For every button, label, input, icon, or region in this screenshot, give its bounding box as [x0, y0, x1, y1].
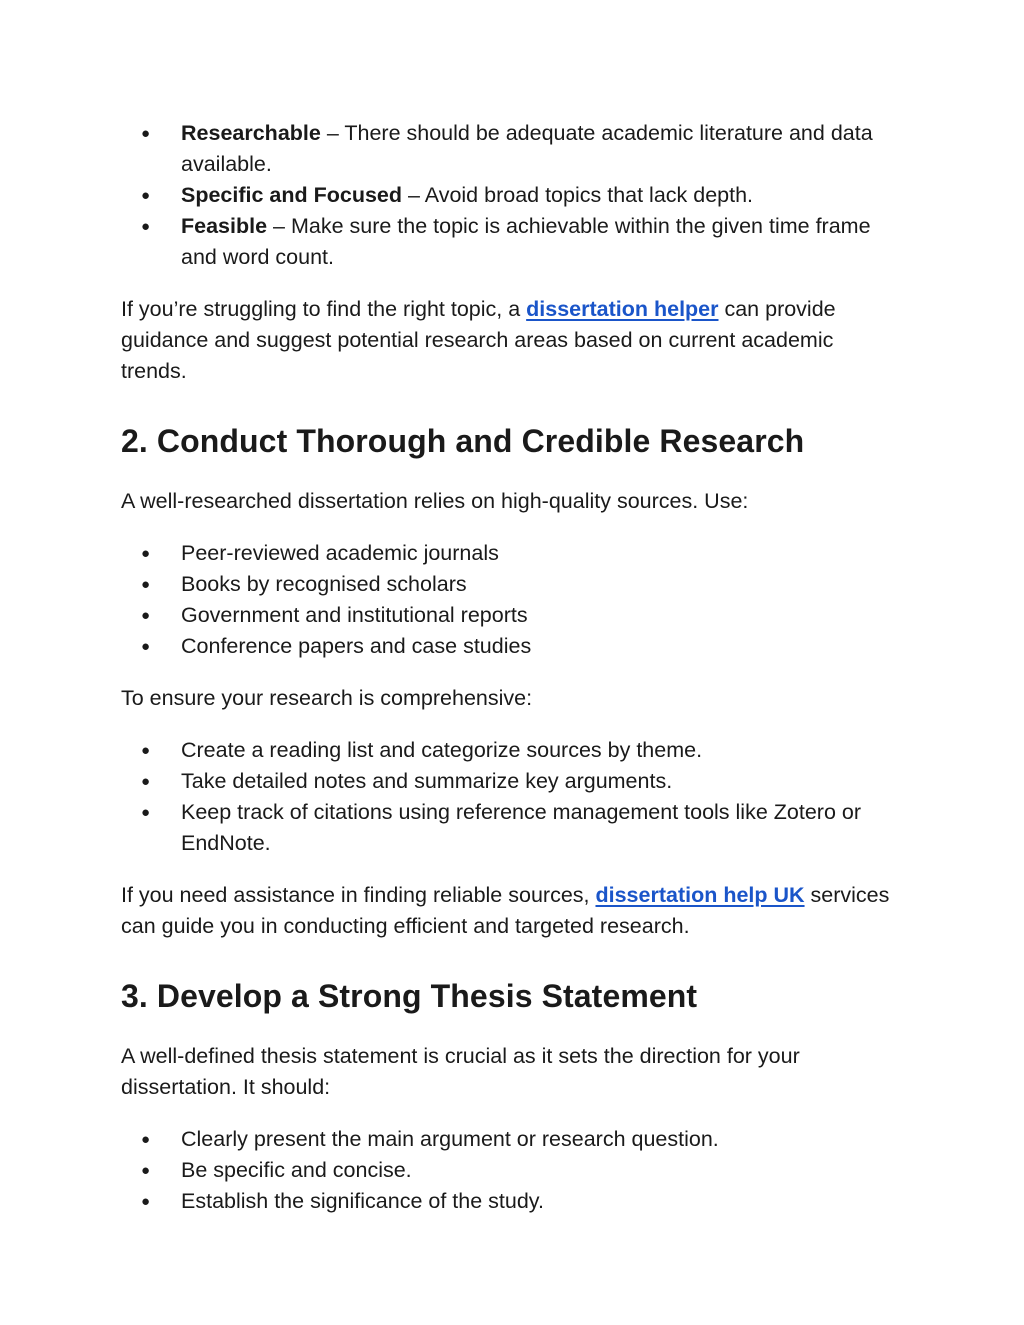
list-item-text: Take detailed notes and summarize key arguments. [181, 769, 673, 793]
list-item-term: Researchable [181, 121, 321, 145]
paragraph-text: can provide guidance and suggest potential research areas based on current academic trends. [121, 297, 836, 383]
bullet-icon: ● [141, 773, 151, 790]
list-item-text: Peer-reviewed academic journals [181, 541, 499, 565]
bullet-icon: ● [141, 1162, 151, 1179]
list-item-text: Books by recognised scholars [181, 572, 467, 596]
list-item [121, 735, 904, 766]
list-item [121, 1155, 904, 1186]
list-item [121, 118, 904, 180]
paragraph-text: If you need assistance in finding reliable sources, [121, 883, 596, 907]
section-3-heading: 3. Develop a Strong Thesis Statement [121, 978, 698, 1014]
paragraph-text: services can guide you in conducting efficient and targeted research. [121, 883, 890, 938]
thesis-criteria-list [121, 1124, 904, 1217]
bullet-icon: ● [141, 1193, 151, 1210]
bullet-icon: ● [141, 607, 151, 624]
bullet-icon: ● [141, 742, 151, 759]
list-item [121, 797, 904, 859]
list-item [121, 538, 904, 569]
list-item [121, 1124, 904, 1155]
list-item [121, 766, 904, 797]
list-item-text: Be specific and concise. [181, 1158, 412, 1182]
list-item-text: Keep track of citations using reference management tools like Zotero or EndNote. [181, 800, 861, 855]
dissertation-help-uk-link[interactable]: dissertation help UK [595, 883, 805, 907]
bullet-icon: ● [141, 638, 151, 655]
list-item [121, 180, 904, 211]
list-item-text: Establish the significance of the study. [181, 1189, 544, 1213]
research-tips-list [121, 735, 904, 859]
list-item-text: – There should be adequate academic literature and data available. [181, 121, 873, 176]
sources-list [121, 538, 904, 662]
list-item-term: Feasible [181, 214, 268, 238]
ensure-intro: To ensure your research is comprehensive: [121, 686, 533, 710]
dissertation-helper-link[interactable]: dissertation helper [526, 297, 719, 321]
bullet-icon: ● [141, 187, 151, 204]
list-item-text: Clearly present the main argument or research question. [181, 1127, 719, 1151]
list-item-text: Government and institutional reports [181, 603, 528, 627]
section-2-heading: 2. Conduct Thorough and Credible Research [121, 423, 805, 459]
bullet-icon: ● [141, 545, 151, 562]
section-3-intro: A well-defined thesis statement is crucial as it sets the direction for your dissertation. It should: [121, 1044, 800, 1099]
bullet-icon: ● [141, 125, 151, 142]
list-item [121, 211, 904, 273]
section-2-intro: A well-researched dissertation relies on high-quality sources. Use: [121, 489, 749, 513]
list-item-text: – Make sure the topic is achievable within the given time frame and word count. [181, 214, 871, 269]
list-item [121, 569, 904, 600]
bullet-icon: ● [141, 576, 151, 593]
topic-help-paragraph [121, 294, 904, 387]
bullet-icon: ● [141, 1131, 151, 1148]
assist-paragraph [121, 880, 904, 942]
bullet-icon: ● [141, 218, 151, 235]
list-item-term: Specific and Focused [181, 183, 403, 207]
bullet-icon: ● [141, 804, 151, 821]
list-item [121, 1186, 904, 1217]
list-item-text: Create a reading list and categorize sources by theme. [181, 738, 703, 762]
paragraph-text: If you’re struggling to find the right topic, a [121, 297, 527, 321]
list-item-text: Conference papers and case studies [181, 634, 532, 658]
list-item [121, 600, 904, 631]
list-item [121, 631, 904, 662]
list-item-text: – Avoid broad topics that lack depth. [402, 183, 754, 207]
topic-criteria-list [121, 118, 904, 273]
